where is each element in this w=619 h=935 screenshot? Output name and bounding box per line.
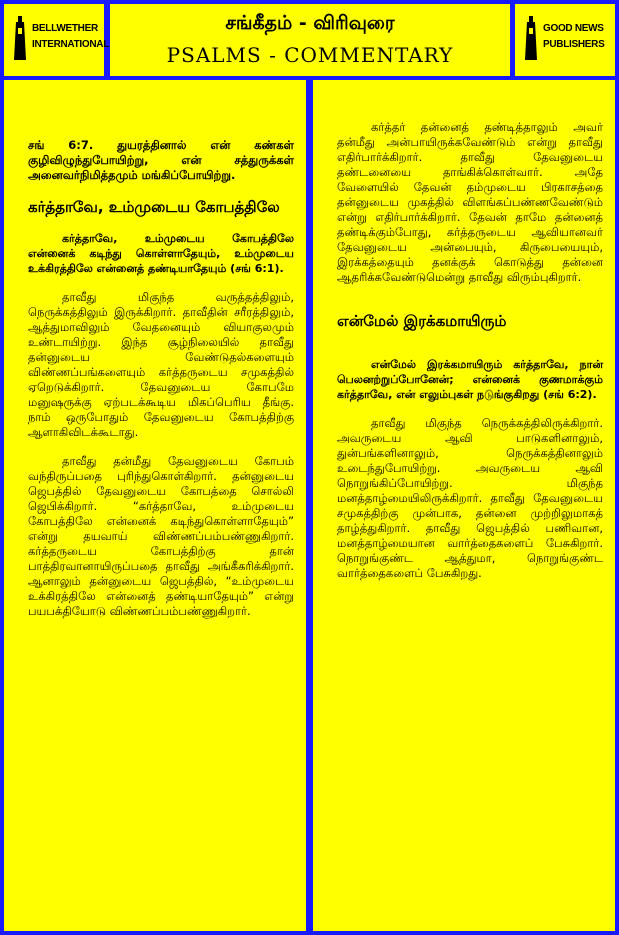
tower-icon <box>523 16 539 60</box>
logo-line2: PUBLISHERS <box>543 39 605 50</box>
paragraph: கர்த்தர் தன்னைத் தண்டித்தாலும் அவர் தன்மீது அன்பாயிருக்கவேண்டும் என்று தாவீது எதிர்பார்க்கிறார். தாவீது தேவனுடைய தண்டனையை தாங்கிக்கொள்வார். அதே வேளையில் தேவன் தம்முடைய பிரகாசத்தை தன்னுடைய முகத்தில் விளங்கப்பண்ணவேண்டும் என்று எதிர்பார்க்கிறார். தேவன் தாமே தன்னைத் தண்டிக்கும்போது, கர்த்தருடைய ஆவியானவர் தேவனுடைய அன்பையும், கிருபையையும், இரக்கத்தையும் தனக்குக் கொடுத்து தன்னை ஆதரிக்கவேண்டுமென்று தாவீது விரும்புகிறார். <box>337 120 603 284</box>
paragraph: தாவீது தன்மீது தேவனுடைய கோபம் வந்திருப்பதை புரிந்துகொள்கிறார். தன்னுடைய ஜெபத்தில் தேவனுடைய கோபத்தை சொல்லி ஜெபிக்கிறார். “கர்த்தாவே, உம்முடைய கோபத்திலே என்னைக் கடிந்துகொள்ளாதேயும்” என்று தயவாய் விண்ணப்பம்பண்ணுகிறார். கர்த்தருடைய கோபத்திற்கு தான் பாத்திரவானாயிருப்பதை தாவீது அங்கீகரிக்கிறார். ஆனாலும் தன்னுடைய ஜெபத்தில், “உம்முடைய உக்கிரத்திலே என்னைத் தண்டியாதேயும்” என்று பயபக்தியோடு விண்ணப்பம்பண்ணுகிறார். <box>28 454 294 618</box>
verse-quote: கர்த்தாவே, உம்முடைய கோபத்திலே என்னைக் கடிந்து கொள்ளாதேயும், உம்முடைய உக்கிரத்திலே என்னைத் தண்டியாதேயும் (சங் 6:1). <box>28 232 294 275</box>
bellwether-logo <box>10 14 110 66</box>
page-title-english: PSALMS - COMMENTARY <box>166 43 454 67</box>
left-column <box>4 80 306 931</box>
right-column <box>313 80 615 931</box>
header-right-logo-panel <box>515 4 615 76</box>
verse-intro: சங் 6:7. துயரத்தினால் என் கண்கள் குழிவிழுந்துபோயிற்று, என் சத்துருக்கள் அனைவர்நிமித்தமும் மங்கிப்போயிற்று. <box>28 138 294 182</box>
section-heading: கர்த்தாவே, உம்முடைய கோபத்திலே <box>28 198 280 216</box>
tower-icon <box>12 16 28 60</box>
header-left-logo-panel <box>4 4 110 76</box>
paragraph: தாவீது மிகுந்த நெருக்கத்திலிருக்கிறார். அவருடைய ஆவி பாடுகளினாலும், துன்பங்களினாலும், நெருக்கத்தினாலும் உடைந்துபோயிற்று. அவருடைய ஆவி நொறுங்கிப்போயிற்று. மிகுந்த மனத்தாழ்மையிலிருக்கிறார். தாவீது தேவனுடைய சமுகத்திற்கு முன்பாக, தன்னை முற்றிலுமாகத் தாழ்த்துகிறார். தாவீது ஜெபத்தில் பணிவான, மனத்தாழ்மையான வார்த்தைகளைப் பேசுகிறார். நொறுங்குண்ட ஆத்துமா, நொறுங்குண்ட வார்த்தைகளைப் பேசுகிறது. <box>337 416 603 580</box>
good-news-logo <box>521 14 611 66</box>
paragraph: தாவீது மிகுந்த வருத்தத்திலும், நெருக்கத்திலும் இருக்கிறார். தாவீதின் சரீரத்திலும், ஆத்துமாவிலும் வேதனையும் வியாகுலமும் உண்டாயிற்று. இந்த சூழ்நிலையில் தாவீது தன்னுடைய வேண்டுதல்களையும் விண்ணப்பங்களையும் கர்த்தருடைய சமுகத்தில் ஏறெடுக்கிறார். தேவனுடைய கோபமே மனுஷருக்கு ஏற்படக்கூடிய மிகப்பெரிய தீங்கு. நாம் ஒருபோதும் தேவனுடைய கோபத்திற்கு ஆளாகிவிடக்கூடாது. <box>28 290 294 439</box>
right-column-content <box>337 120 603 595</box>
logo-line1: BELLWETHER <box>32 23 98 34</box>
logo-line2: INTERNATIONAL <box>32 39 110 50</box>
header-title-panel <box>110 4 510 76</box>
verse-quote: என்மேல் இரக்கமாயிரும் கர்த்தாவே, நான் பெலனற்றுப்போனேன்; என்னைக் குணமாக்கும் கர்த்தாவே, என் எலும்புகள் நடுங்குகிறது (சங் 6:2). <box>337 358 603 401</box>
logo-line1: GOOD NEWS <box>543 23 604 34</box>
section-heading: என்மேல் இரக்கமாயிரும் <box>337 312 507 330</box>
page-title-tamil: சங்கீதம் - விரிவுரை <box>225 12 395 34</box>
left-column-content <box>28 138 294 633</box>
